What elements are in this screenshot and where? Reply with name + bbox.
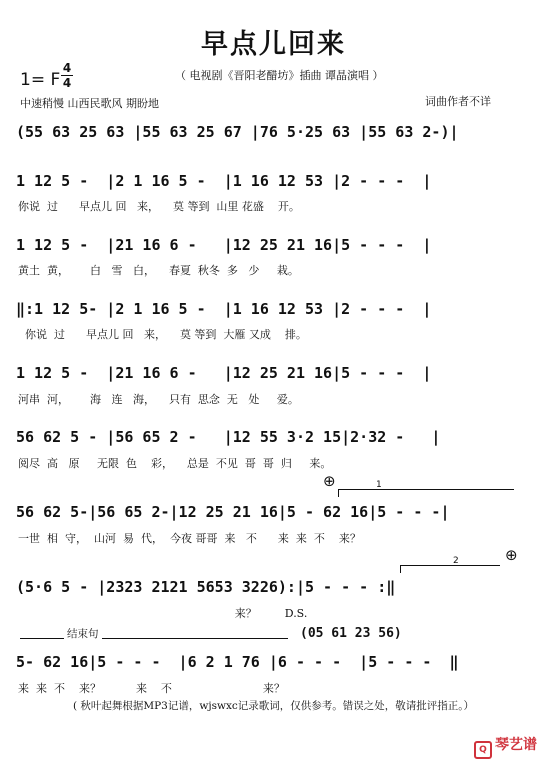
notation-row: 56 62 5-|56 65 2-|12 25 21 16|5 - 62 16|5 - - -| bbox=[16, 503, 450, 521]
ending-intro-notes: (05 61 23 56) bbox=[300, 626, 402, 641]
ending-label: 结束句 bbox=[64, 626, 102, 641]
notation-row: 1 12 5 - |21 16 6 - |12 25 21 16|5 - - - | bbox=[16, 364, 432, 382]
coda-sign-icon: ⊕ bbox=[323, 472, 336, 490]
lyrics-row: 来？ D.S. bbox=[18, 607, 308, 620]
notation-row: 5- 62 16|5 - - - |6 2 1 76 |6 - - - |5 - - - ‖ bbox=[16, 653, 459, 671]
volta-bracket-2 bbox=[400, 565, 500, 566]
logo-text: 琴艺谱 bbox=[495, 737, 537, 753]
notation-row: (55 63 25 63 |55 63 25 67 |76 5·25 63 |55 63 2-)| bbox=[16, 123, 459, 141]
coda-sign-icon: ⊕ bbox=[505, 546, 518, 564]
notation-row: ‖:1 12 5- |2 1 16 5 - |1 16 12 53 |2 - - - | bbox=[16, 300, 432, 318]
lyrics-row: 你说 过 早点儿 回 来， 莫 等到 大雁 又成 排。 bbox=[18, 328, 307, 341]
volta-bracket-1 bbox=[338, 489, 514, 490]
volta-bracket-tick bbox=[400, 565, 401, 573]
volta-bracket-tick bbox=[338, 489, 339, 497]
author-credit: 词曲作者不详 bbox=[425, 95, 491, 108]
volta-number-1: 1 bbox=[376, 480, 382, 490]
time-signature-top: 4 bbox=[62, 61, 72, 75]
lyrics-row: 来 来 不 来？ 来 不 来？ bbox=[18, 682, 285, 695]
footnote: ( 秋叶起舞根据MP3记谱，wjswxc记录歌词，仅供参考。错误之处，敬请批评指正。） bbox=[72, 700, 475, 712]
key-signature: 1= F bbox=[20, 70, 61, 90]
song-subtitle: （ 电视剧《晋阳老醋坊》插曲 谭晶演唱 ） bbox=[175, 69, 384, 82]
lyrics-row: 黄土 黄， 白 雪 白， 春夏 秋冬 多 少 栽。 bbox=[18, 264, 299, 277]
ending-bracket bbox=[20, 638, 288, 639]
time-signature-bottom: 4 bbox=[62, 76, 72, 90]
time-signature bbox=[60, 62, 74, 89]
lyrics-row: 阅尽 高 原 无限 色 彩， 总是 不见 哥 哥 归 来。 bbox=[18, 457, 332, 470]
notation-row: 56 62 5 - |56 65 2 - |12 55 3·2 15|2·32 - | bbox=[16, 428, 441, 446]
volta-number-2: 2 bbox=[453, 556, 459, 566]
tempo-marking: 中速稍慢 山西民歌风 期盼地 bbox=[20, 97, 159, 110]
notation-row: (5·6 5 - |2323 2121 5653 3226):|5 - - - :‖ bbox=[16, 578, 396, 596]
lyrics-row: 你说 过 早点儿 回 来， 莫 等到 山里 花盛 开。 bbox=[18, 200, 300, 213]
site-logo bbox=[474, 734, 537, 759]
lyrics-row: 一世 相 守， 山河 易 代， 今夜 哥哥 来 不 来 来 不 来？ bbox=[18, 532, 361, 545]
notation-row: 1 12 5 - |2 1 16 5 - |1 16 12 53 |2 - - - | bbox=[16, 172, 432, 190]
logo-icon: Q bbox=[474, 741, 492, 759]
lyrics-row: 河串 河， 海 连 海， 只有 思念 无 处 爱。 bbox=[18, 393, 299, 406]
notation-row: 1 12 5 - |21 16 6 - |12 25 21 16|5 - - - | bbox=[16, 236, 432, 254]
song-title: 早点儿回来 bbox=[201, 29, 346, 60]
